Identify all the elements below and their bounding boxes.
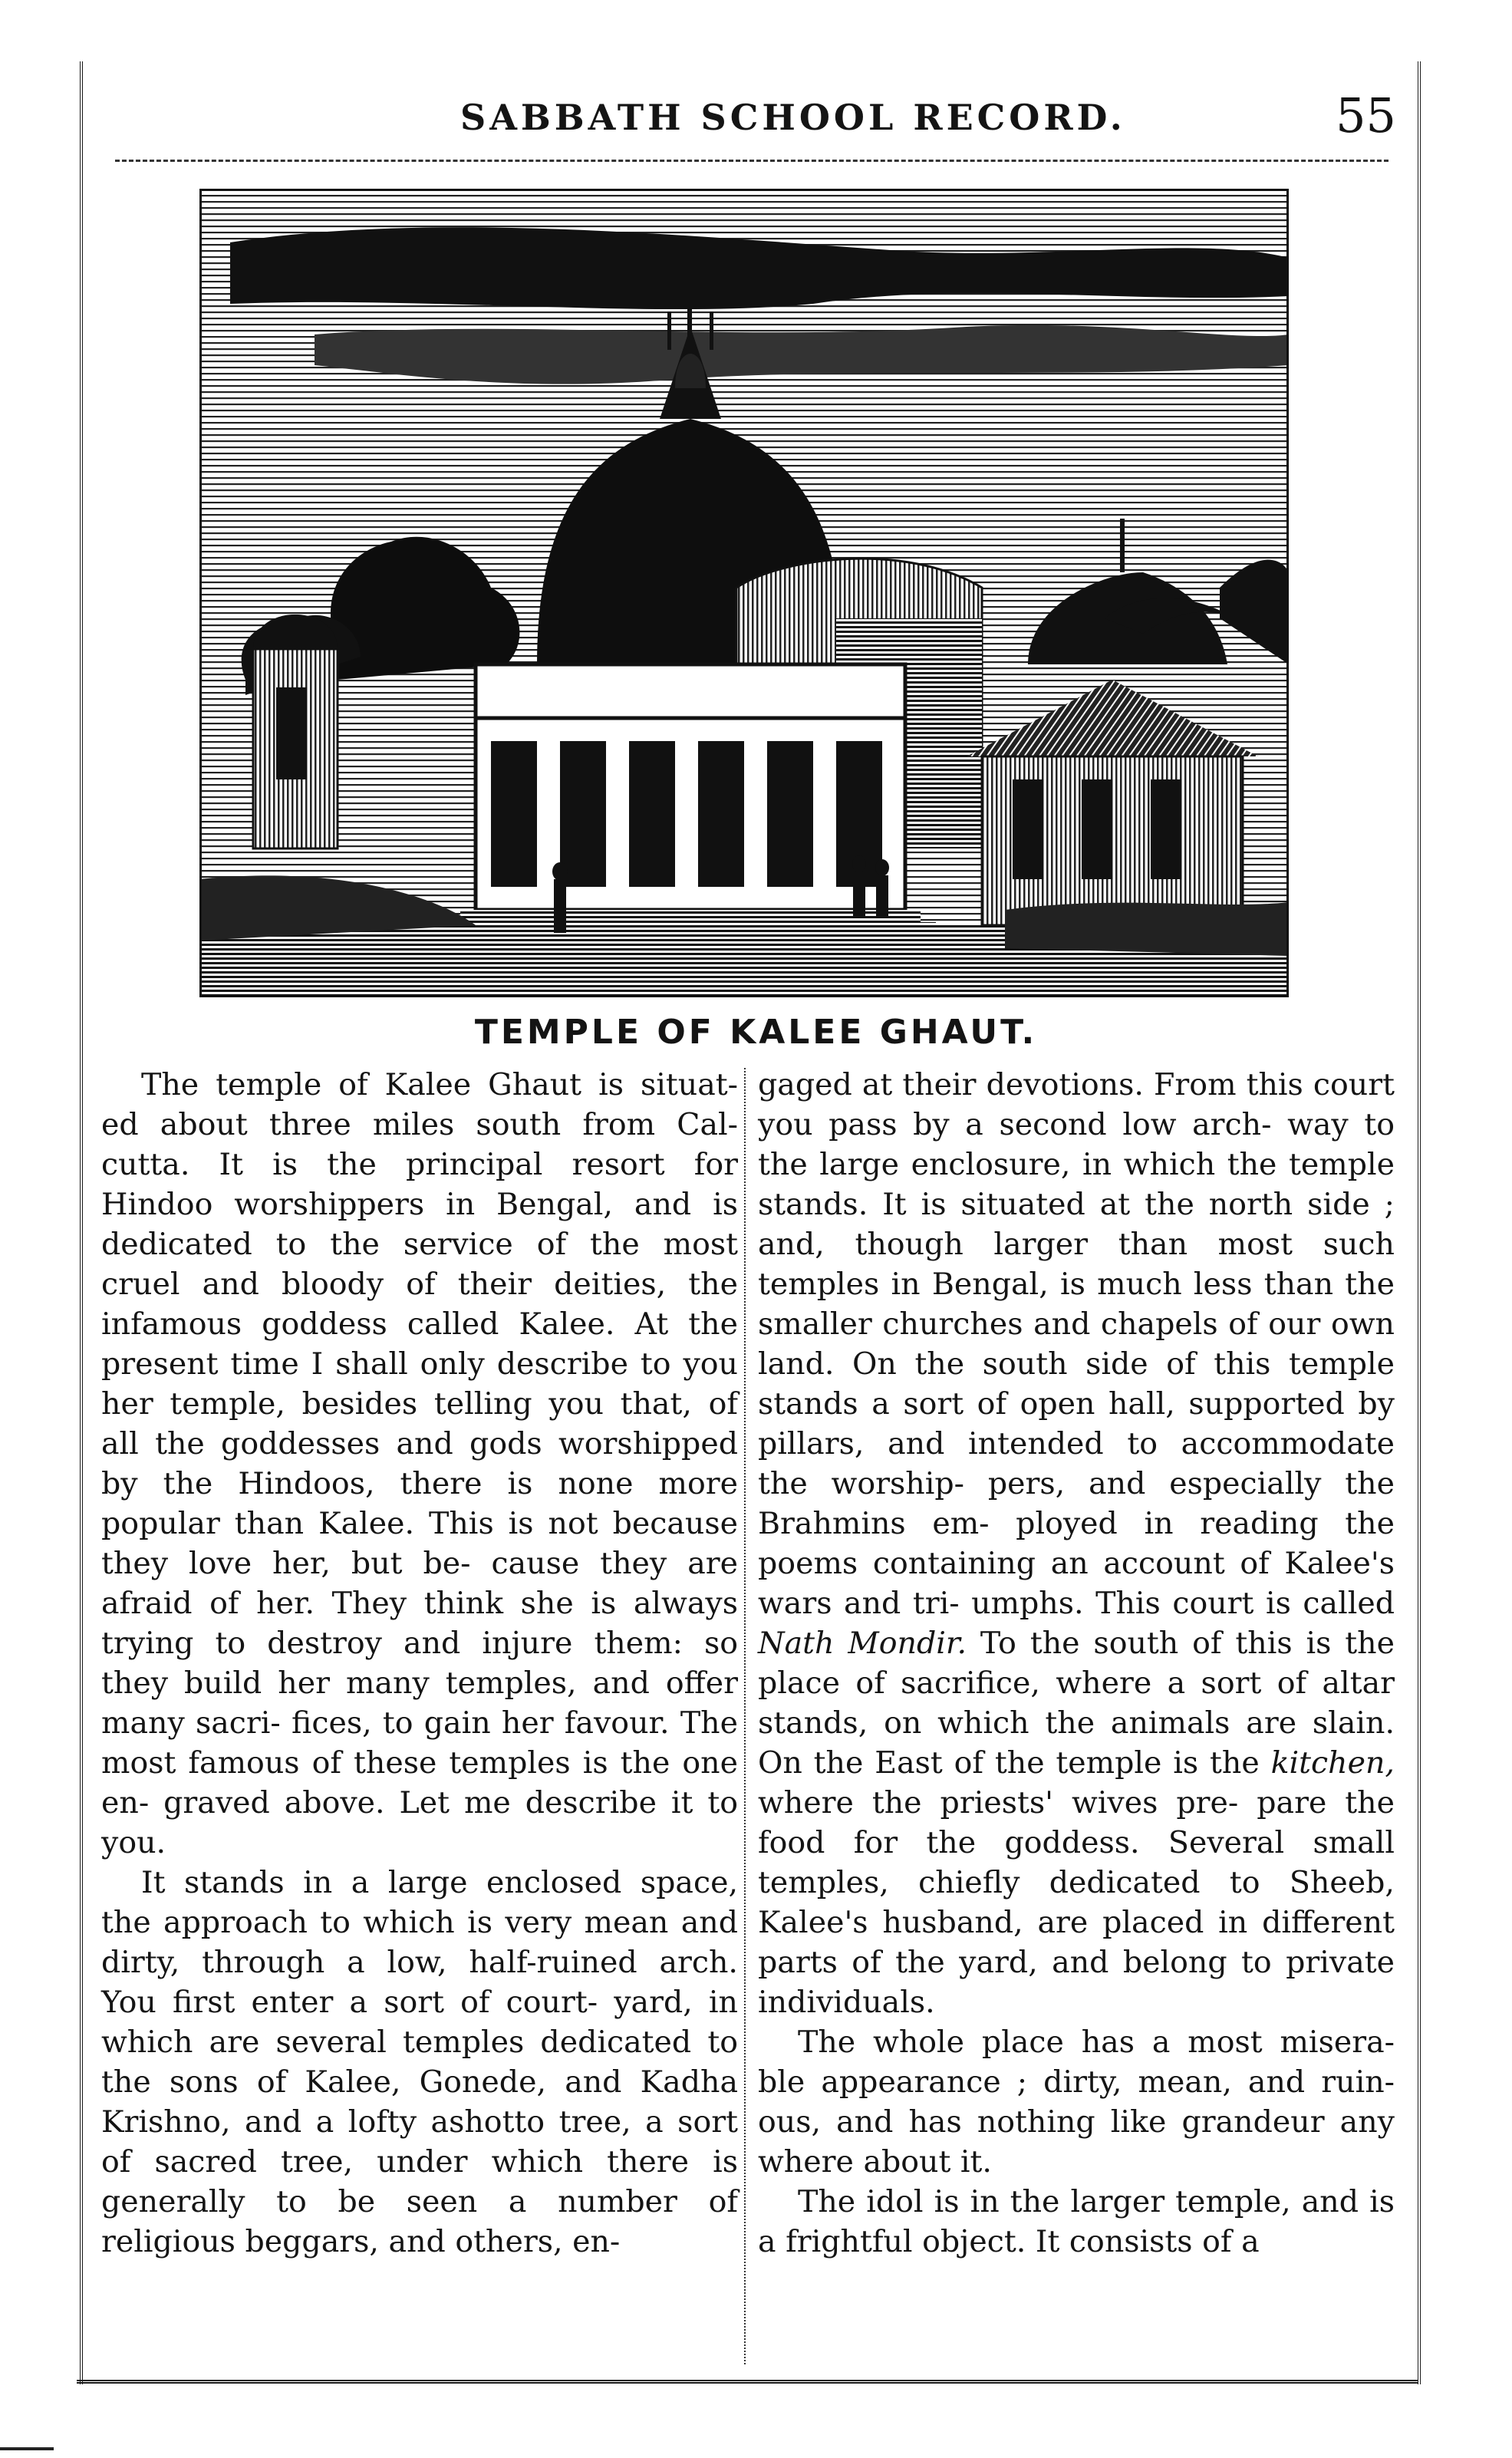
temple-engraving bbox=[199, 189, 1289, 997]
bottom-double-rule bbox=[77, 2380, 1418, 2384]
italic-term: Nath Mondir. bbox=[758, 1626, 967, 1661]
text-run: To the south of this is the place of sacrifice, where a sort of altar stands, on which the animals are slain. On the East of the temple is the bbox=[758, 1626, 1395, 1781]
text-run: gaged at their devotions. From this court you pass by a second low arch- way to the large enclosure, in which the temple stands. It is situated at the north side ; and, though larger than most such temples in Bengal, is much less than the smaller churches and chapels of our own land. On the south side of this temple stands a sort of open hall, supported by pillars, and intended to accommodate the worship- pers, and especially the Brahmins em- ployed in reading the poems containing an account of Kalee's wars and tri- umphs. This court is called bbox=[758, 1067, 1395, 1621]
page-number: 55 bbox=[1336, 87, 1396, 143]
paragraph-continued bbox=[758, 1065, 1395, 2022]
paragraph: The whole place has a most misera- ble appearance ; dirty, mean, and ruin- ous, and has nothing like grandeur any where about it. bbox=[758, 2025, 1395, 2180]
italic-term: kitchen, bbox=[1270, 1745, 1395, 1781]
paragraph: The idol is in the larger temple, and is a frightful object. It consists of a bbox=[758, 2184, 1395, 2259]
running-head bbox=[100, 87, 1396, 152]
page-edge-mark bbox=[0, 2447, 54, 2450]
figure-caption: TEMPLE OF KALEE GHAUT. bbox=[474, 1013, 1038, 1052]
running-title: SABBATH SCHOOL RECORD. bbox=[460, 97, 1126, 138]
paragraph: It stands in a large enclosed space, the approach to which is very mean and dirty, through a low, half-ruined arch. You first enter a sort of court- yard, in which are several temples dedicated to the sons of Kalee, Gonede, and Kadha Krishno, and a lofty ashotto tree, a sort of sacred tree, under which there is generally to be seen a number of religious beggars, and others, en- bbox=[101, 1865, 738, 2259]
article-column-right bbox=[758, 1065, 1395, 2262]
text-run: where the priests' wives pre- pare the food for the goddess. Several small temples, chiefly dedicated to Sheeb, Kalee's husband, are placed in different parts of the yard, and belong to private individuals. bbox=[758, 1785, 1395, 2020]
column-divider bbox=[744, 1068, 746, 2364]
article-column-left bbox=[101, 1065, 738, 2262]
header-rule bbox=[115, 160, 1388, 162]
paragraph: The temple of Kalee Ghaut is situat- ed about three miles south from Cal- cutta. It is the principal resort for Hindoo worshippers in Bengal, and is dedicated to the service of the most cruel and bloody of their deities, the infamous goddess called Kalee. At the present time I shall only describe to you her temple, besides telling you that, of all the goddesses and gods worshipped by the Hindoos, there is none more popular than Kalee. This is not because they love her, but be- cause they are afraid of her. They think she is always trying to destroy and injure them: so they build her many temples, and offer many sacri- fices, to gain her favour. The most famous of these temples is the one en- graved above. Let me describe it to you. bbox=[101, 1067, 738, 1860]
